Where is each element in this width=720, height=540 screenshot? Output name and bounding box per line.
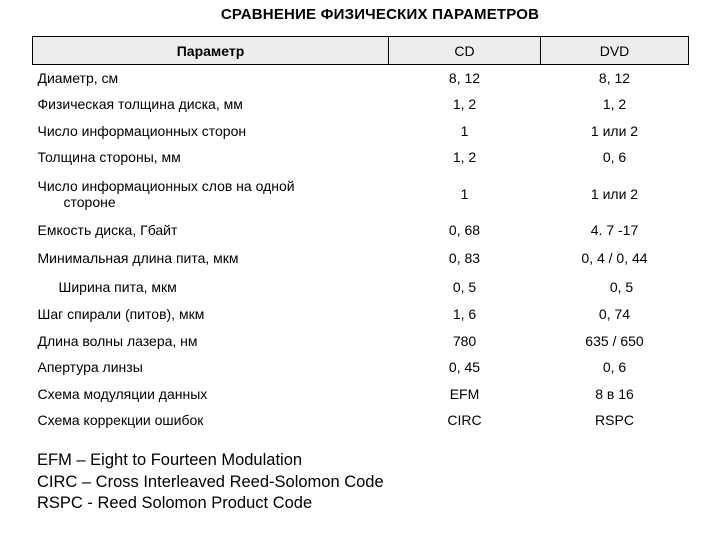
row-cd: 1, 6 — [452, 306, 477, 323]
row-dvd: 1 или 2 — [590, 122, 639, 139]
row-dvd: 0, 6 — [602, 149, 627, 166]
row-dvd: 8 в 16 — [595, 385, 634, 402]
header-parameter: Параметр — [33, 37, 389, 65]
table-row — [33, 381, 689, 408]
row-param: Ширина пита, мкм — [58, 279, 177, 295]
table-row — [33, 273, 689, 301]
row-param: Схема модуляции данных — [37, 385, 208, 402]
header-dvd: DVD — [541, 37, 689, 65]
table-row — [33, 407, 689, 434]
row-cd: 8, 12 — [448, 70, 481, 86]
row-cd: 1, 2 — [452, 96, 477, 113]
row-param-line: стороне — [63, 193, 116, 210]
row-dvd: 4. 7 -17 — [590, 221, 639, 238]
row-cd: EFM — [449, 385, 480, 402]
row-dvd: 1 или 2 — [590, 185, 639, 202]
table-row — [33, 301, 689, 328]
table-row — [33, 91, 689, 118]
row-cd: 1 — [460, 185, 469, 202]
row-cd: 780 — [452, 332, 477, 349]
row-param — [33, 171, 389, 217]
parameters-table — [32, 36, 689, 434]
table-row — [33, 217, 689, 244]
row-cd: 0, 68 — [448, 221, 481, 238]
table-row — [33, 354, 689, 381]
note-efm: EFM – Eight to Fourteen Modulation — [37, 451, 303, 469]
row-param: Схема коррекции ошибок — [37, 412, 204, 429]
row-dvd: 635 / 650 — [585, 332, 644, 349]
row-dvd: 1, 2 — [602, 96, 627, 113]
row-param: Число информационных сторон — [37, 122, 247, 139]
table-row — [33, 328, 689, 355]
row-dvd: RSPC — [595, 412, 634, 429]
row-cd: 0, 45 — [448, 359, 481, 376]
table-row — [33, 118, 689, 145]
note-circ: CIRC – Cross Interleaved Reed-Solomon Code — [37, 472, 384, 491]
row-dvd: 0, 6 — [602, 359, 627, 376]
abbreviation-notes — [37, 450, 384, 515]
row-param: Физическая толщина диска, мм — [37, 96, 243, 113]
row-cd: CIRC — [447, 412, 482, 429]
row-dvd: 8, 12 — [598, 70, 631, 86]
table-row — [33, 171, 689, 217]
header-cd: CD — [389, 37, 541, 65]
table-row — [33, 144, 689, 171]
row-dvd: 0, 5 — [609, 279, 634, 295]
row-cd: 0, 5 — [452, 279, 477, 295]
table-row — [33, 65, 689, 92]
row-cd: 1, 2 — [452, 149, 477, 166]
row-param: Апертура линзы — [37, 359, 143, 376]
row-dvd: 0, 4 / 0, 44 — [581, 250, 648, 266]
row-param: Диаметр, см — [37, 70, 119, 86]
table-row — [33, 243, 689, 273]
note-rspc: RSPC - Reed Solomon Product Code — [37, 494, 313, 512]
row-param: Емкость диска, Гбайт — [37, 221, 178, 238]
row-cd: 1 — [460, 122, 469, 139]
row-param: Шаг спирали (питов), мкм — [37, 306, 205, 323]
table-header-row — [33, 37, 689, 65]
row-param: Длина волны лазера, нм — [37, 332, 198, 349]
page-title: СРАВНЕНИЕ ФИЗИЧЕСКИХ ПАРАМЕТРОВ — [220, 6, 540, 23]
row-cd: 0, 83 — [448, 250, 481, 266]
row-param: Минимальная длина пита, мкм — [37, 250, 239, 266]
row-dvd: 0, 74 — [598, 306, 631, 323]
row-param-line: Число информационных слов на одной — [37, 177, 295, 194]
row-param: Толщина стороны, мм — [37, 149, 181, 166]
